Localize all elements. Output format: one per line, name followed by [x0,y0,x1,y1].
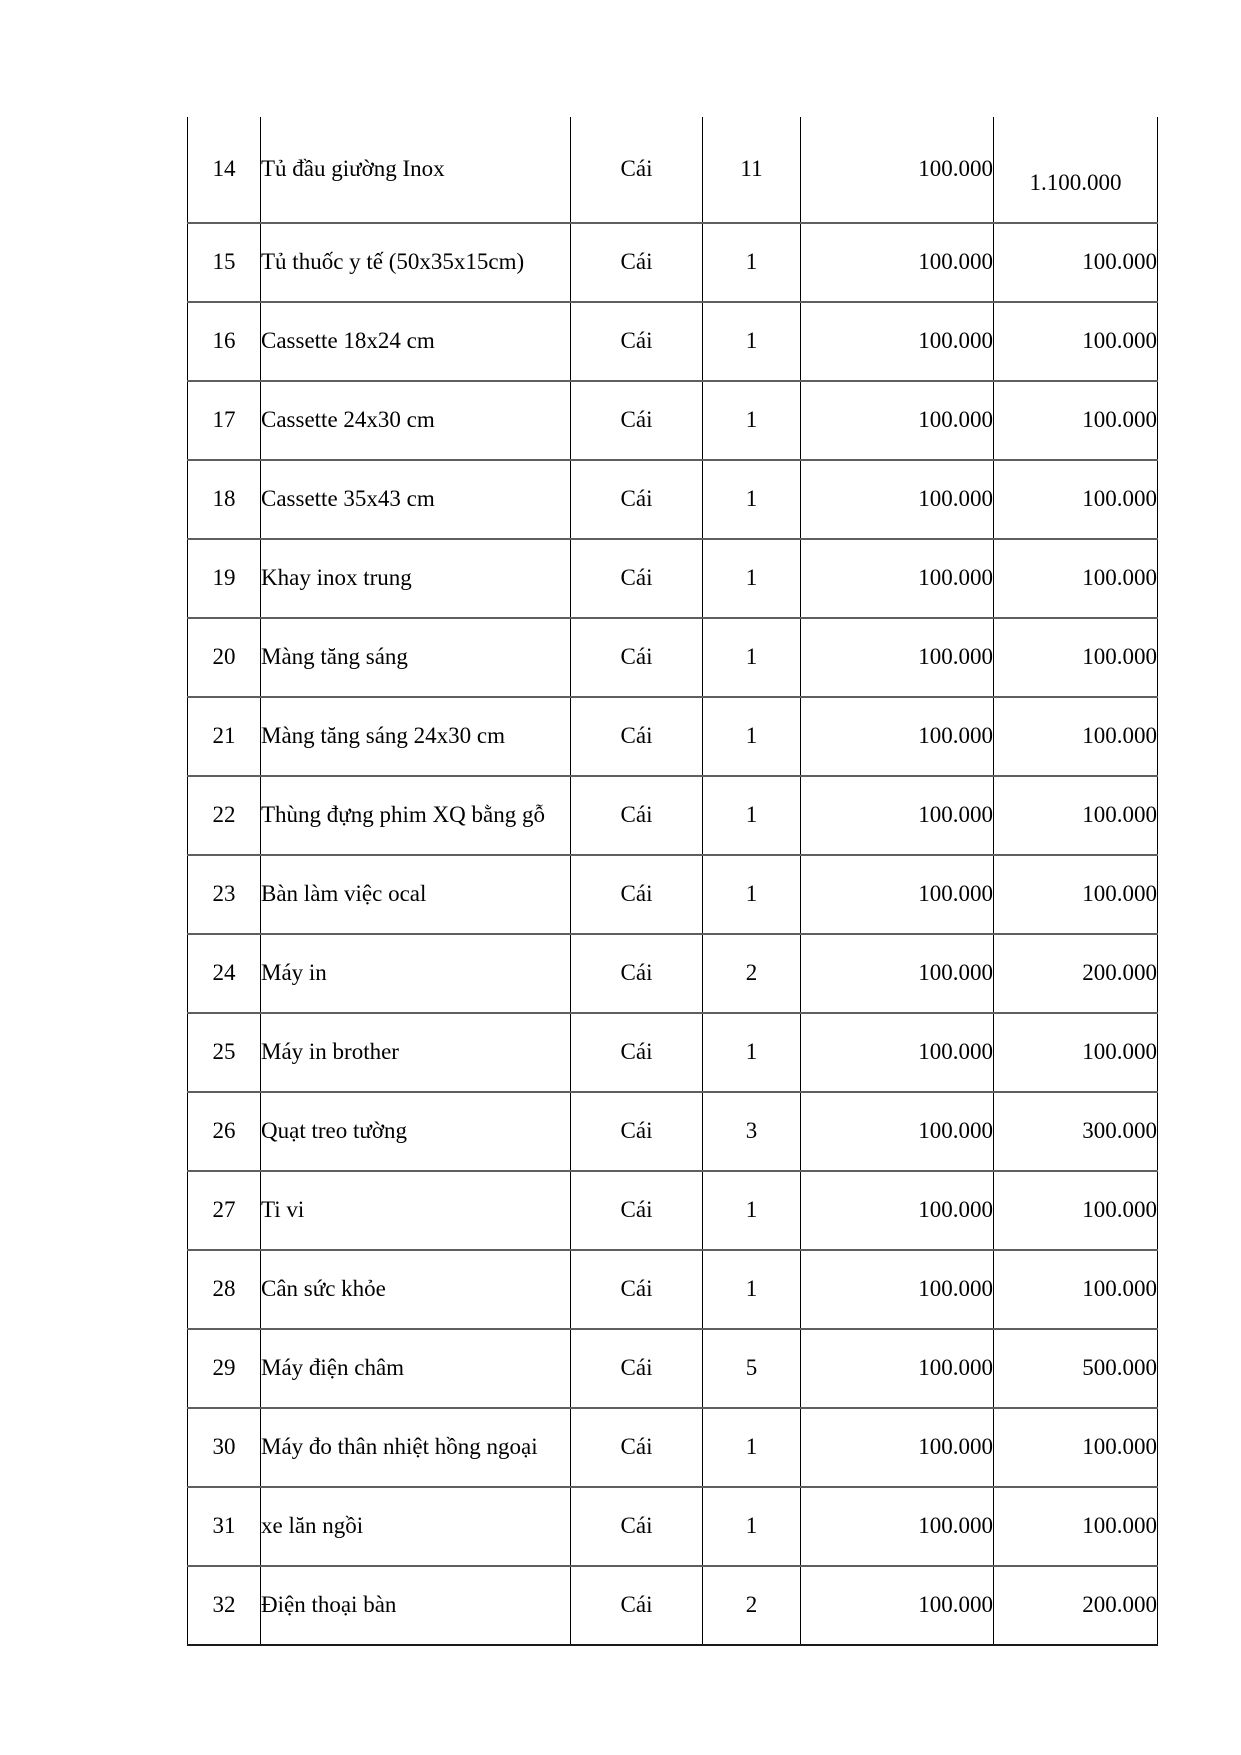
row-number-cell: 21 [188,697,261,776]
unit-price-cell: 100.000 [801,618,994,697]
item-name-cell: Máy điện châm [261,1329,571,1408]
total-cell: 200.000 [994,1566,1158,1645]
item-name-cell: Cassette 35x43 cm [261,460,571,539]
total-cell: 200.000 [994,934,1158,1013]
table-row [188,697,1158,776]
inventory-table [187,117,1158,1646]
table-row [188,302,1158,381]
quantity-cell: 1 [703,697,801,776]
total-cell: 1.100.000 [994,117,1158,223]
unit-cell: Cái [571,855,703,934]
quantity-cell: 1 [703,460,801,539]
unit-cell: Cái [571,1250,703,1329]
row-number-cell: 22 [188,776,261,855]
unit-price-cell: 100.000 [801,223,994,302]
row-number-cell: 14 [188,117,261,223]
unit-price-cell: 100.000 [801,117,994,223]
unit-cell: Cái [571,1171,703,1250]
unit-price-cell: 100.000 [801,697,994,776]
unit-cell: Cái [571,539,703,618]
total-cell: 100.000 [994,223,1158,302]
unit-cell: Cái [571,697,703,776]
row-number-cell: 32 [188,1566,261,1645]
unit-price-cell: 100.000 [801,1487,994,1566]
item-name-cell: Tủ đầu giường Inox [261,117,571,223]
unit-price-cell: 100.000 [801,1566,994,1645]
item-name-cell: Cân sức khỏe [261,1250,571,1329]
unit-cell: Cái [571,117,703,223]
table-row [188,618,1158,697]
total-cell: 100.000 [994,855,1158,934]
total-cell: 100.000 [994,1487,1158,1566]
item-name-cell: Khay inox trung [261,539,571,618]
quantity-cell: 2 [703,1566,801,1645]
row-number-cell: 28 [188,1250,261,1329]
item-name-cell: Màng tăng sáng [261,618,571,697]
quantity-cell: 1 [703,776,801,855]
row-number-cell: 29 [188,1329,261,1408]
unit-price-cell: 100.000 [801,1013,994,1092]
unit-price-cell: 100.000 [801,460,994,539]
unit-cell: Cái [571,934,703,1013]
total-cell: 100.000 [994,381,1158,460]
unit-price-cell: 100.000 [801,855,994,934]
unit-cell: Cái [571,302,703,381]
inventory-table-body [188,117,1158,1645]
unit-price-cell: 100.000 [801,1171,994,1250]
table-row [188,1013,1158,1092]
row-number-cell: 15 [188,223,261,302]
unit-cell: Cái [571,1013,703,1092]
table-row [188,1566,1158,1645]
unit-cell: Cái [571,1566,703,1645]
row-number-cell: 19 [188,539,261,618]
item-name-cell: Điện thoại bàn [261,1566,571,1645]
quantity-cell: 2 [703,934,801,1013]
item-name-cell: Máy in brother [261,1013,571,1092]
quantity-cell: 1 [703,1408,801,1487]
total-cell: 100.000 [994,697,1158,776]
item-name-cell: Tủ thuốc y tế (50x35x15cm) [261,223,571,302]
quantity-cell: 1 [703,1250,801,1329]
table-row [188,223,1158,302]
quantity-cell: 3 [703,1092,801,1171]
row-number-cell: 18 [188,460,261,539]
quantity-cell: 1 [703,1013,801,1092]
quantity-cell: 11 [703,117,801,223]
total-cell: 100.000 [994,539,1158,618]
table-row [188,855,1158,934]
item-name-cell: Quạt treo tường [261,1092,571,1171]
quantity-cell: 1 [703,302,801,381]
total-cell: 100.000 [994,776,1158,855]
quantity-cell: 1 [703,1171,801,1250]
table-row [188,1171,1158,1250]
unit-cell: Cái [571,618,703,697]
unit-price-cell: 100.000 [801,381,994,460]
table-row [188,539,1158,618]
item-name-cell: Màng tăng sáng 24x30 cm [261,697,571,776]
item-name-cell: xe lăn ngồi [261,1487,571,1566]
unit-price-cell: 100.000 [801,1408,994,1487]
total-cell: 300.000 [994,1092,1158,1171]
quantity-cell: 1 [703,539,801,618]
unit-cell: Cái [571,460,703,539]
table-row [188,1408,1158,1487]
table-row [188,1092,1158,1171]
quantity-cell: 1 [703,381,801,460]
total-cell: 100.000 [994,302,1158,381]
total-cell: 100.000 [994,1171,1158,1250]
table-row [188,460,1158,539]
row-number-cell: 23 [188,855,261,934]
table-row [188,1329,1158,1408]
item-name-cell: Máy đo thân nhiệt hồng ngoại [261,1408,571,1487]
total-cell: 500.000 [994,1329,1158,1408]
row-number-cell: 31 [188,1487,261,1566]
table-row [188,1487,1158,1566]
unit-price-cell: 100.000 [801,302,994,381]
item-name-cell: Cassette 18x24 cm [261,302,571,381]
row-number-cell: 17 [188,381,261,460]
quantity-cell: 1 [703,223,801,302]
unit-price-cell: 100.000 [801,776,994,855]
unit-cell: Cái [571,1329,703,1408]
row-number-cell: 26 [188,1092,261,1171]
table-row [188,1250,1158,1329]
item-name-cell: Máy in [261,934,571,1013]
total-cell: 100.000 [994,1408,1158,1487]
item-name-cell: Bàn làm việc ocal [261,855,571,934]
unit-cell: Cái [571,1408,703,1487]
total-cell: 100.000 [994,460,1158,539]
unit-price-cell: 100.000 [801,1329,994,1408]
unit-cell: Cái [571,381,703,460]
quantity-cell: 5 [703,1329,801,1408]
row-number-cell: 27 [188,1171,261,1250]
row-number-cell: 24 [188,934,261,1013]
unit-cell: Cái [571,223,703,302]
quantity-cell: 1 [703,855,801,934]
row-number-cell: 16 [188,302,261,381]
item-name-cell: Thùng đựng phim XQ bằng gỗ [261,776,571,855]
total-cell: 100.000 [994,1250,1158,1329]
table-row [188,776,1158,855]
item-name-cell: Ti vi [261,1171,571,1250]
row-number-cell: 20 [188,618,261,697]
unit-cell: Cái [571,776,703,855]
unit-cell: Cái [571,1487,703,1566]
table-row [188,381,1158,460]
quantity-cell: 1 [703,618,801,697]
unit-price-cell: 100.000 [801,934,994,1013]
table-row [188,934,1158,1013]
total-cell: 100.000 [994,618,1158,697]
table-row [188,117,1158,223]
unit-price-cell: 100.000 [801,1250,994,1329]
row-number-cell: 25 [188,1013,261,1092]
item-name-cell: Cassette 24x30 cm [261,381,571,460]
row-number-cell: 30 [188,1408,261,1487]
unit-cell: Cái [571,1092,703,1171]
quantity-cell: 1 [703,1487,801,1566]
unit-price-cell: 100.000 [801,539,994,618]
total-cell: 100.000 [994,1013,1158,1092]
unit-price-cell: 100.000 [801,1092,994,1171]
